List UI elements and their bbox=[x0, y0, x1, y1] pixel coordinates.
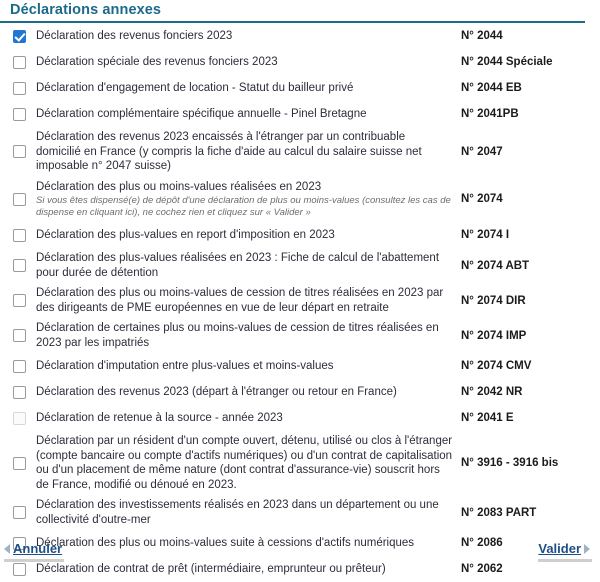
declaration-label: Déclaration d'imputation entre plus-values et moins-values bbox=[36, 359, 334, 372]
declaration-checkbox-cell[interactable] bbox=[0, 229, 34, 242]
declaration-checkbox bbox=[13, 412, 26, 425]
declaration-note: Si vous êtes dispensé(e) de dépôt d'une déclaration de plus ou moins-values (consultez les cas de dispense en cliquant ici), ne cochez rien et cliquez sur « Valider » bbox=[36, 195, 451, 218]
arrow-right-icon bbox=[584, 544, 590, 554]
arrow-left-icon bbox=[4, 544, 10, 554]
declaration-checkbox-cell[interactable] bbox=[0, 56, 34, 69]
declaration-label-cell bbox=[34, 104, 461, 125]
declaration-label-cell bbox=[34, 225, 461, 246]
declaration-checkbox-cell[interactable] bbox=[0, 108, 34, 121]
declaration-row[interactable] bbox=[0, 75, 600, 101]
declaration-label-cell bbox=[34, 431, 461, 495]
declaration-row[interactable] bbox=[0, 353, 600, 379]
declaration-checkbox[interactable] bbox=[13, 457, 26, 470]
declaration-label: Déclaration des revenus 2023 (départ à l'étranger ou retour en France) bbox=[36, 385, 397, 398]
declaration-label: Déclaration des revenus 2023 encaissés à l'étranger par un contribuable domicilié en France (y compris la fiche d'aide au calcul du salaire suisse net imposable n° 2047 suisse) bbox=[36, 131, 422, 172]
declaration-checkbox-cell[interactable] bbox=[0, 386, 34, 399]
declaration-label-cell bbox=[34, 52, 461, 73]
declaration-label: Déclaration de retenue à la source - année 2023 bbox=[36, 411, 283, 424]
declaration-label-cell bbox=[34, 26, 461, 47]
declaration-checkbox[interactable] bbox=[13, 506, 26, 519]
declaration-checkbox[interactable] bbox=[13, 193, 26, 206]
declaration-checkbox-cell[interactable] bbox=[0, 193, 34, 206]
declaration-row[interactable] bbox=[0, 431, 600, 495]
declaration-checkbox[interactable] bbox=[13, 360, 26, 373]
declaration-row[interactable] bbox=[0, 248, 600, 283]
declarations-list bbox=[0, 23, 600, 582]
declaration-label: Déclaration de contrat de prêt (intermédiaire, emprunteur ou prêteur) bbox=[36, 562, 386, 575]
declaration-row[interactable] bbox=[0, 23, 600, 49]
declaration-form-number: N° 2044 bbox=[461, 30, 503, 42]
declaration-label-cell bbox=[34, 356, 461, 377]
declaration-label-cell bbox=[34, 127, 461, 177]
declaration-label-cell bbox=[34, 177, 461, 223]
declaration-checkbox-cell[interactable] bbox=[0, 30, 34, 43]
declaration-checkbox-cell[interactable] bbox=[0, 259, 34, 272]
declaration-label: Déclaration des plus-values en report d'imposition en 2023 bbox=[36, 228, 335, 241]
declaration-form-number: N° 2074 ABT bbox=[461, 259, 530, 272]
declaration-label-cell bbox=[34, 248, 461, 283]
declaration-form-number: N° 2074 DIR bbox=[461, 294, 526, 307]
cancel-button-label: Annuler bbox=[13, 541, 63, 556]
declaration-form-number: N° 2074 I bbox=[461, 229, 510, 241]
declaration-form-number: N° 2044 Spéciale bbox=[461, 56, 553, 68]
declaration-row[interactable] bbox=[0, 318, 600, 353]
declaration-label: Déclaration des plus-values réalisées en 2023 : Fiche de calcul de l'abattement pour durée de détention bbox=[36, 252, 440, 279]
declaration-checkbox[interactable] bbox=[13, 294, 26, 307]
declaration-label: Déclaration par un résident d'un compte ouvert, détenu, utilisé ou clos à l'étranger (compte bancaire ou compte d'actifs numériques) ou d'un contrat de capitalisation ou d'un placement de même nature (dont contrat d'assurance-vie) souscrit hors de France, modifié ou dénoué en 2023. bbox=[36, 435, 453, 491]
declaration-label: Déclaration des plus ou moins-values de cession de titres réalisées en 2023 par des dirigeants de PME européennes en vue de leur départ en retraite bbox=[36, 287, 444, 314]
declaration-checkbox-cell[interactable] bbox=[0, 412, 34, 425]
declaration-checkbox-cell[interactable] bbox=[0, 82, 34, 95]
declaration-label: Déclaration des revenus fonciers 2023 bbox=[36, 29, 233, 42]
declaration-checkbox[interactable] bbox=[13, 108, 26, 121]
declaration-checkbox[interactable] bbox=[13, 30, 26, 43]
declaration-row[interactable] bbox=[0, 101, 600, 127]
declaration-checkbox[interactable] bbox=[13, 82, 26, 95]
declaration-label: Déclaration complémentaire spécifique annuelle - Pinel Bretagne bbox=[36, 107, 367, 120]
declaration-checkbox[interactable] bbox=[13, 329, 26, 342]
validate-button[interactable] bbox=[538, 541, 592, 562]
declaration-form-number: N° 2083 PART bbox=[461, 506, 537, 519]
declaration-form-number: N° 3916 - 3916 bis bbox=[461, 457, 559, 469]
declaration-label: Déclaration d'engagement de location - Statut du bailleur privé bbox=[36, 81, 354, 94]
declaration-checkbox-cell[interactable] bbox=[0, 360, 34, 373]
declaration-row[interactable] bbox=[0, 495, 600, 530]
declaration-label: Déclaration spéciale des revenus fonciers 2023 bbox=[36, 55, 278, 68]
declaration-checkbox[interactable] bbox=[13, 229, 26, 242]
declaration-row[interactable] bbox=[0, 405, 600, 431]
declaration-row[interactable] bbox=[0, 222, 600, 248]
cancel-button[interactable] bbox=[4, 541, 64, 562]
declaration-checkbox-cell[interactable] bbox=[0, 294, 34, 307]
declaration-label-cell bbox=[34, 408, 461, 429]
declaration-form-number: N° 2042 NR bbox=[461, 386, 523, 398]
declaration-label-cell bbox=[34, 495, 461, 530]
declaration-label-cell bbox=[34, 382, 461, 403]
declaration-form-number: N° 2041 E bbox=[461, 412, 514, 424]
declaration-checkbox-cell[interactable] bbox=[0, 145, 34, 158]
declaration-label: Déclaration des plus ou moins-values réalisées en 2023 bbox=[36, 180, 322, 193]
declaration-form-number: N° 2074 bbox=[461, 193, 503, 206]
footer-actions bbox=[0, 541, 600, 567]
declaration-checkbox[interactable] bbox=[13, 56, 26, 69]
declaration-label-cell bbox=[34, 78, 461, 99]
declaration-row[interactable] bbox=[0, 283, 600, 318]
declaration-form-number: N° 2047 bbox=[461, 145, 503, 158]
declaration-row[interactable] bbox=[0, 127, 600, 177]
declaration-checkbox-cell[interactable] bbox=[0, 329, 34, 342]
declaration-checkbox-cell[interactable] bbox=[0, 506, 34, 519]
validate-button-label: Valider bbox=[538, 541, 581, 556]
declaration-form-number: N° 2062 bbox=[461, 563, 503, 575]
declaration-form-number: N° 2041PB bbox=[461, 108, 519, 120]
declaration-label: Déclaration des investissements réalisés en 2023 dans un département ou une collectivité d'outre-mer bbox=[36, 499, 439, 526]
declaration-form-number: N° 2074 CMV bbox=[461, 360, 532, 372]
declaration-label: Déclaration de certaines plus ou moins-values de cession de titres réalisées en 2023 par les impatriés bbox=[36, 322, 439, 349]
declaration-label-cell bbox=[34, 318, 461, 353]
declaration-row[interactable] bbox=[0, 379, 600, 405]
declaration-form-number: N° 2044 EB bbox=[461, 82, 522, 94]
declaration-row[interactable] bbox=[0, 49, 600, 75]
declaration-form-number: N° 2074 IMP bbox=[461, 329, 527, 342]
declaration-checkbox[interactable] bbox=[13, 259, 26, 272]
declaration-checkbox-cell[interactable] bbox=[0, 457, 34, 470]
page-title: Déclarations annexes bbox=[10, 2, 162, 18]
page-header bbox=[0, 0, 600, 20]
declaration-label: Déclaration des plus ou moins-values suite à cessions d'actifs numériques bbox=[36, 536, 415, 549]
declaration-row[interactable] bbox=[0, 177, 600, 223]
declaration-checkbox[interactable] bbox=[13, 145, 26, 158]
declaration-checkbox[interactable] bbox=[13, 386, 26, 399]
declaration-form-number: N° 2086 bbox=[461, 537, 503, 549]
declaration-label-cell bbox=[34, 283, 461, 318]
